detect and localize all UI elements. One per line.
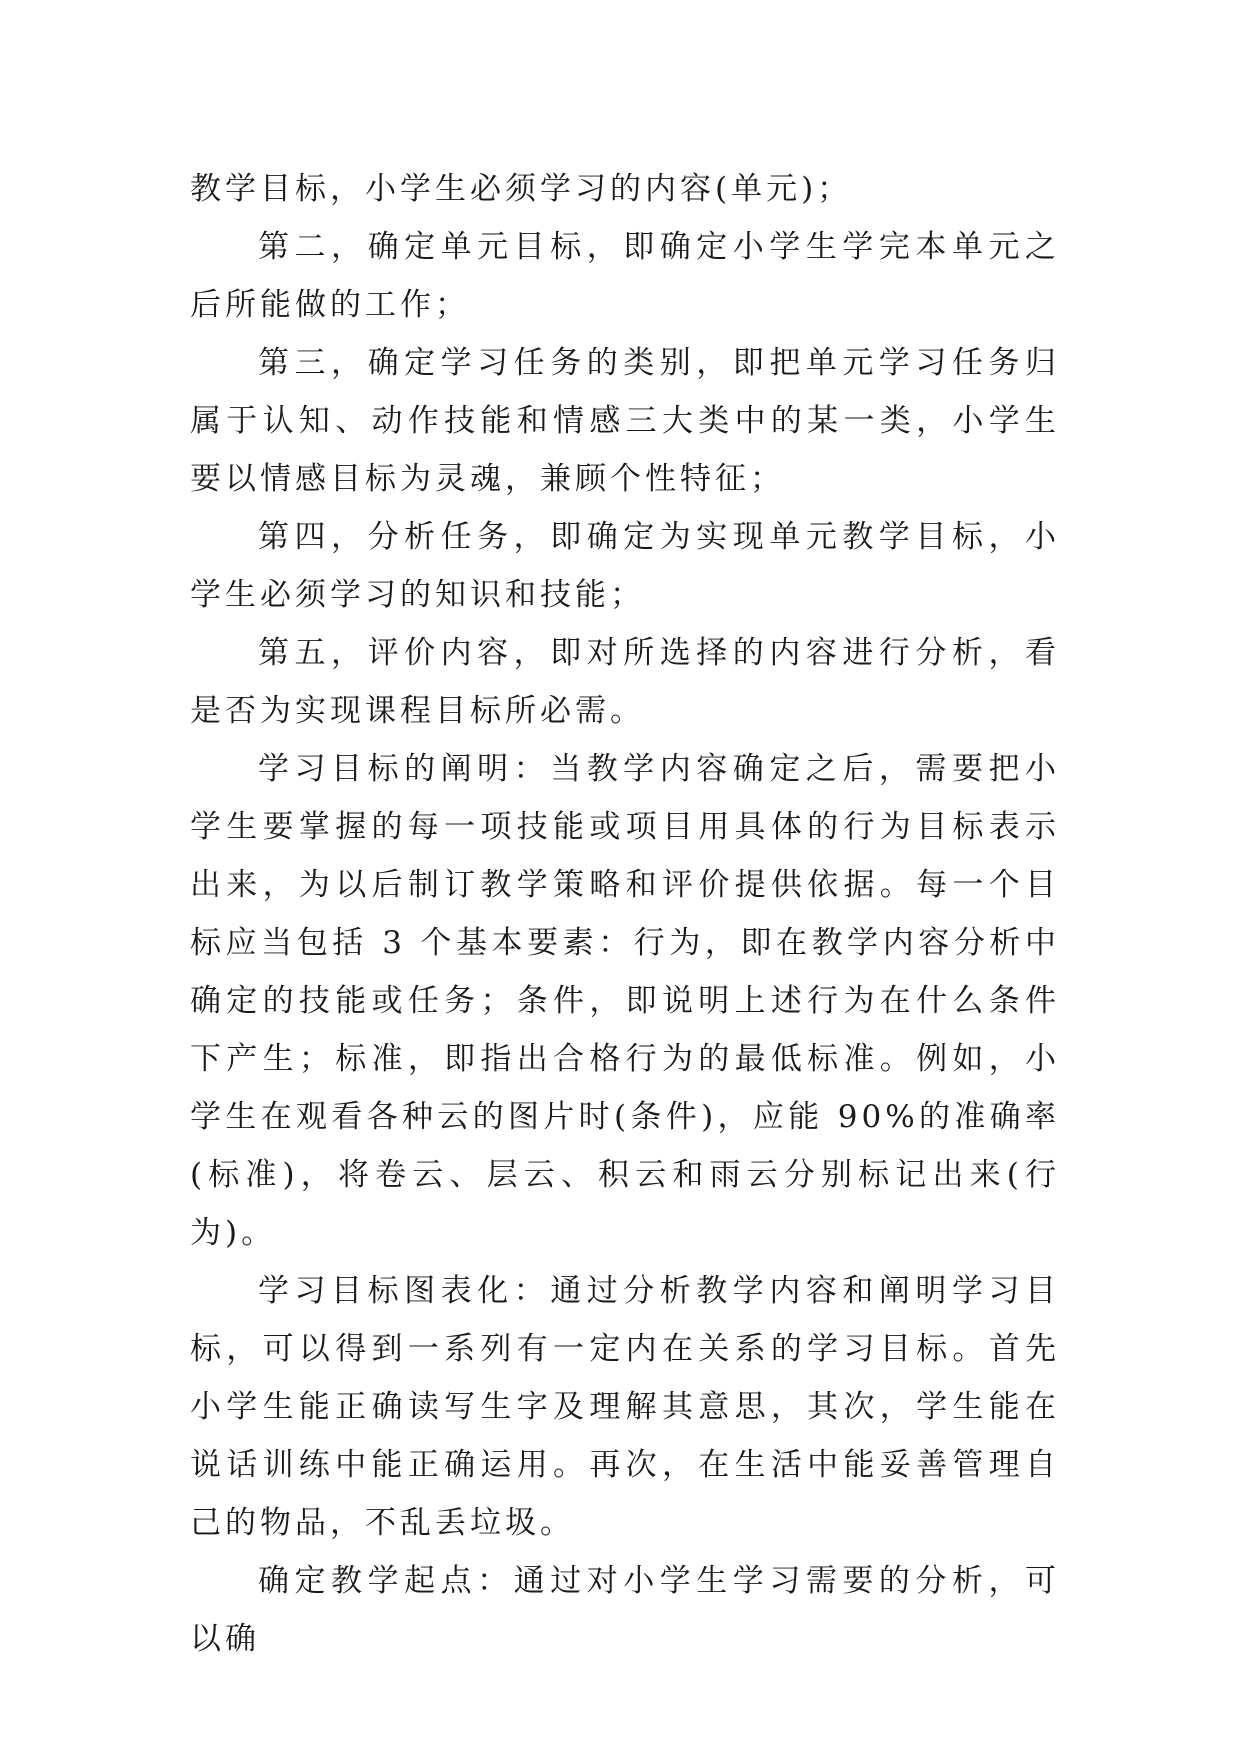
paragraph-second: 第二，确定单元目标，即确定小学生学完本单元之后所能做的工作； (190, 229, 1060, 323)
paragraph-third: 第三，确定学习任务的类别，即把单元学习任务归属于认知、动作技能和情感三大类中的某一类，小学生要以情感目标为灵魂，兼顾个性特征； (190, 345, 1060, 497)
paragraph-fifth: 第五，评价内容，即对所选择的内容进行分析，看是否为实现课程目标所必需。 (190, 635, 1060, 729)
paragraph-continuation: 教学目标，小学生必须学习的内容(单元)； (190, 171, 853, 207)
paragraph-fourth: 第四，分析任务，即确定为实现单元教学目标，小学生必须学习的知识和技能； (190, 519, 1060, 613)
paragraph-objectives-charting: 学习目标图表化：通过分析教学内容和阐明学习目标，可以得到一系列有一定内在关系的学习目标。首先小学生能正确读写生字及理解其意思，其次，学生能在说话训练中能正确运用。再次，在生活中能妥善管理自己的物品，不乱丢垃圾。 (190, 1273, 1060, 1541)
paragraph-starting-point: 确定教学起点：通过对小学生学习需要的分析，可以确 (190, 1563, 1060, 1657)
paragraph-learning-objectives: 学习目标的阐明：当教学内容确定之后，需要把小学生要掌握的每一项技能或项目用具体的行为目标表示出来，为以后制订教学策略和评价提供依据。每一个目标应当包括 3 个基本要素：行为，即在教学内容分析中确定的技能或任务；条件，即说明上述行为在什么条件下产生；标准，即指出合格行为的最低标准。例如，小学生在观看各种云的图片时(条件)，应能 90%的准确率(标准)，将卷云、层云、积云和雨云分别标记出来(行为)。 (190, 751, 1060, 1251)
document-body (190, 160, 1060, 1668)
